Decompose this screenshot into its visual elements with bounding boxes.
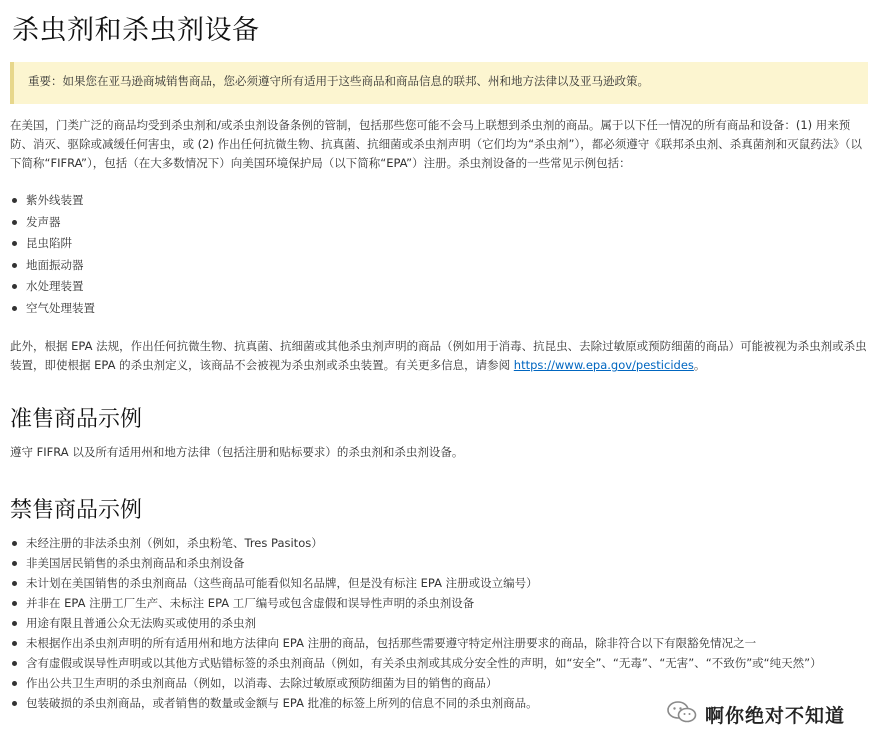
epa-paragraph-text: 此外，根据 EPA 法规，作出任何抗微生物、抗真菌、抗细菌或其他杀虫剂声明的商品（例如用于消毒、抗昆虫、去除过敏原或预防细菌的商品）可能被视为杀虫剂或杀虫装置，即使根据 EPA 的杀虫剂定义，该商品不会被视为杀虫剂或杀虫装置。有关更多信息，请参阅 <box>10 339 867 372</box>
list-item: 作出公共卫生声明的杀虫剂商品（例如，以消毒、去除过敏原或预防细菌为目的销售的商品） <box>10 673 860 693</box>
prohibited-heading: 禁售商品示例 <box>10 498 143 523</box>
list-item: 非美国居民销售的杀虫剂商品和杀虫剂设备 <box>10 553 860 573</box>
list-item: 并非在 EPA 注册工厂生产、未标注 EPA 工厂编号或包含虚假和误导性声明的杀虫剂设备 <box>10 593 860 613</box>
allowed-heading: 准售商品示例 <box>10 407 143 432</box>
epa-paragraph-end: 。 <box>693 358 706 372</box>
list-item: 空气处理装置 <box>10 298 95 320</box>
list-item: 用途有限且普通公众无法购买或使用的杀虫剂 <box>10 613 860 633</box>
list-item: 未根据作出杀虫剂声明的所有适用州和地方法律向 EPA 注册的商品，包括那些需要遵守特定州注册要求的商品，除非符合以下有限豁免情况之一 <box>10 633 860 653</box>
list-item: 紫外线装置 <box>10 190 95 212</box>
page-title: 杀虫剂和杀虫剂设备 <box>12 15 260 46</box>
allowed-text: 遵守 FIFRA 以及所有适用州和地方法律（包括注册和贴标要求）的杀虫剂和杀虫剂设备。 <box>10 445 464 459</box>
list-item: 水处理装置 <box>10 276 95 298</box>
list-item: 未经注册的非法杀虫剂（例如，杀虫粉笔、Tres Pasitos） <box>10 533 860 553</box>
list-item: 发声器 <box>10 212 95 234</box>
list-item: 未计划在美国销售的杀虫剂商品（这些商品可能看似知名品牌，但是没有标注 EPA 注册或设立编号） <box>10 573 860 593</box>
list-item: 包装破损的杀虫剂商品，或者销售的数量或金额与 EPA 批准的标签上所列的信息不同的杀虫剂商品。 <box>10 693 860 713</box>
device-examples-list <box>10 190 95 319</box>
watermark <box>663 700 849 728</box>
important-notice: 重要：如果您在亚马逊商城销售商品，您必须遵守所有适用于这些商品和商品信息的联邦、州和地方法律以及亚马逊政策。 <box>10 62 868 104</box>
epa-paragraph <box>10 337 872 375</box>
epa-pesticides-link[interactable]: https://www.epa.gov/pesticides <box>513 358 694 372</box>
list-item: 含有虚假或误导性声明或以其他方式贴错标签的杀虫剂商品（例如，有关杀虫剂或其成分安全性的声明，如“安全”、“无毒”、“无害”、“不致伤”或“纯天然”） <box>10 653 860 673</box>
wechat-icon <box>667 700 697 728</box>
watermark-text: 啊你绝对不知道 <box>705 704 846 727</box>
prohibited-examples-list <box>10 533 860 713</box>
intro-paragraph: 在美国，门类广泛的商品均受到杀虫剂和/或杀虫剂设备条例的管制，包括那些您可能不会马上联想到杀虫剂的商品。属于以下任一情况的所有商品和设备：(1) 用来预防、消灭、驱除或减缓任何害虫，或 (2) 作出任何抗微生物、抗真菌、抗细菌或杀虫剂声明（它们均为“杀虫剂”），都必须遵守《联邦杀虫剂、杀真菌剂和灭鼠药法》（以下简称“FIFRA”），包括（在大多数情况下）向美国环境保护局（以下简称“EPA”）注册。杀虫剂设备的一些常见示例包括： <box>10 118 863 170</box>
list-item: 昆虫陷阱 <box>10 233 95 255</box>
list-item: 地面振动器 <box>10 255 95 277</box>
